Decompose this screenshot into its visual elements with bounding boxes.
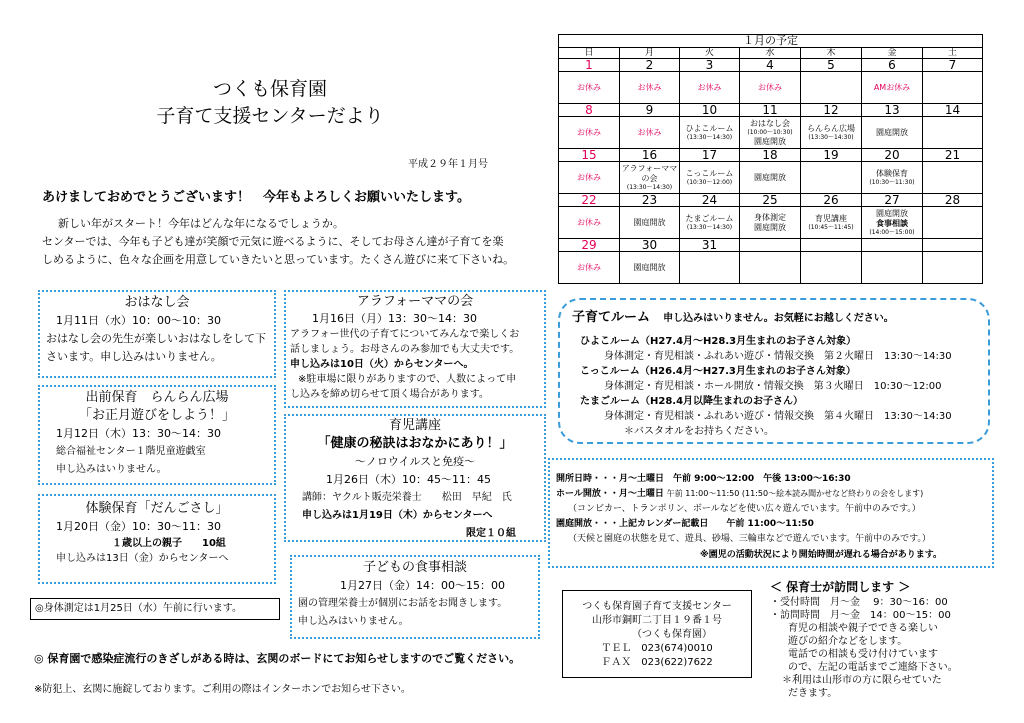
calendar-date [862, 239, 923, 252]
calendar-event: (13:30〜14:30) [626, 183, 673, 191]
calendar-date [801, 239, 862, 252]
calendar-date-row [559, 239, 983, 252]
ohanashi-title: おはなし会 [124, 295, 190, 310]
calendar-event-cell [740, 207, 801, 239]
kosodate-note: 申し込みはいりません。お気軽にお越しください。 [663, 313, 894, 324]
ohanashi-time: 1月11日（水）10：00〜10：30 [56, 314, 221, 327]
intro-line-1: 新しい年がスタート！今年はどんな年になるでしょうか。 [58, 217, 344, 230]
arafo-box [284, 290, 546, 408]
demae-title-1: 出前保育 らんらん広場 [85, 390, 229, 405]
demae-title-2: 「お正月遊びをしよう！」 [78, 408, 235, 423]
calendar-date: 28 [923, 194, 983, 207]
holiday-label: お休み [697, 82, 722, 92]
calendar-weekday: 水 [740, 48, 801, 59]
calendar-event: 園庭開放 [876, 208, 908, 218]
visit-hours: ・訪問時間 月〜金 14：00〜15：00 [770, 610, 951, 621]
calendar-event: アラフォーママ [621, 163, 678, 173]
title-line-1: つくも保育園 [212, 78, 327, 100]
tamago-detail: 身体測定・育児相談・ふれあい遊び・情報交換 第４火曜日 13:30〜14:30 [604, 411, 952, 422]
calendar-event: 食事相談 [876, 218, 908, 228]
infection-notice: ◎ 保育園で感染症流行のきざしがある時は、玄関のボードにてお知らせしますのでご覧ください。 [34, 652, 521, 665]
calendar-event: 身体測定 [754, 212, 786, 222]
calendar-event-cell [680, 207, 740, 239]
calendar-event-cell [862, 162, 923, 194]
hall-open [556, 487, 923, 501]
calendar-event-cell [620, 117, 680, 149]
calendar-date: 23 [620, 194, 680, 207]
calendar-event-cell [559, 252, 620, 284]
holiday-label: お休み [637, 82, 662, 92]
calendar-event-cell [923, 162, 983, 194]
arafo-apply: 申し込みは10日（火）からセンターへ。 [290, 359, 474, 370]
calendar-event: (13:30〜14:30) [808, 133, 854, 141]
calendar-event: (10:00〜10:30) [747, 128, 793, 136]
kokko-heading: こっこルーム（H26.4月〜H27.3月生まれのお子さん対象） [580, 366, 856, 377]
calendar-event-cell [680, 252, 740, 284]
calendar-table [558, 34, 983, 284]
ikuji-subtitle-2: 〜ノロウイルスと免疫〜 [354, 455, 476, 468]
calendar-date: 29 [559, 239, 620, 252]
arafo-time: 1月16日（月）13：30〜14：30 [312, 312, 477, 325]
calendar-event: 園庭開放 [876, 127, 908, 137]
holiday-label: お休み [637, 127, 662, 137]
visit-desc-2: 遊びの紹介などをします。 [788, 636, 908, 647]
hall-open-note: （コンビカー、トランポリン、ボールなどを使い広々遊んでいます。午前中のみです。） [568, 504, 921, 514]
ikuji-title: 育児講座 [388, 418, 441, 433]
calendar-date: 27 [862, 194, 923, 207]
calendar-weekday: 土 [923, 48, 983, 59]
calendar-event-row [559, 252, 983, 284]
calendar-event: (14:00〜15:00) [869, 228, 915, 236]
hiyoko-heading: ひよこルーム（H27.4月〜H28.3月生まれのお子さん対象） [580, 336, 857, 347]
ikuji-box [284, 414, 546, 542]
calendar-event-cell [680, 117, 740, 149]
visit-title: ＜ 保育士が訪問します ＞ [770, 580, 911, 594]
contact-name: つくも保育園子育て支援センター [582, 601, 732, 612]
demae-place: 総合福祉センター１階児童遊戯室 [56, 446, 206, 457]
hiyoko-detail: 身体測定・育児相談・ふれあい遊び・情報交換 第２火曜日 13:30〜14:30 [604, 351, 952, 362]
calendar-event: (13:30〜14:30) [686, 223, 733, 231]
calendar-event-cell [620, 207, 680, 239]
kosodate-room-box [558, 298, 990, 444]
calendar-event-cell [740, 117, 801, 149]
demae-apply: 申し込みはいりません。 [56, 464, 167, 475]
calendar-date: 2 [620, 59, 680, 72]
issue-date: 平成２９年１月号 [408, 159, 488, 170]
calendar-event: 園庭開放 [754, 136, 786, 146]
calendar-date-row [559, 194, 983, 207]
greeting: あけましておめでとうございます！ 今年もよろしくお願いいたします。 [42, 190, 470, 205]
ohanashi-box [38, 290, 276, 378]
opening-hours-text: 開所日時・・・月〜土曜日 午前 9:00〜12:00 午後 13:00〜16:30 [556, 474, 851, 484]
calendar-weekday: 火 [680, 48, 740, 59]
intro-line-2: センターでは、今年も子ども達が笑顔で元気に遊べるように、そしてお母さん達が子育てを楽 [42, 235, 504, 248]
calendar-date: 6 [862, 59, 923, 72]
calendar-event-cell [801, 162, 862, 194]
ohanashi-desc-1: おはなし会の先生が楽しいおはなしをして下 [46, 332, 266, 345]
calendar-event: 園庭開放 [633, 217, 666, 227]
calendar-date: 30 [620, 239, 680, 252]
calendar-weekday: 木 [801, 48, 862, 59]
hall-open-time: 午前 11:00〜11:50 (11:50〜絵本読み聞かせなど終わりの会をします) [666, 489, 924, 498]
calendar-weekday: 金 [862, 48, 923, 59]
calendar-date-row [559, 149, 983, 162]
ikuji-time: 1月26日（木）10：45〜11：45 [326, 473, 491, 486]
holiday-label: お休み [577, 262, 601, 272]
calendar-event-cell [559, 72, 620, 104]
contact-box [562, 590, 752, 678]
visit-desc-1: 育児の相談や親子でできる楽しい [788, 623, 938, 634]
holiday-label: お休み [577, 127, 601, 137]
calendar-date [740, 239, 801, 252]
shokuji-title: 子どもの食事相談 [362, 560, 467, 575]
calendar-event: たまごルーム [685, 213, 734, 223]
calendar-event: 体験保育 [876, 168, 908, 178]
visit-desc-3: 電話での相談も受け付けています [788, 649, 938, 660]
calendar-event-cell [862, 117, 923, 149]
calendar-date: 17 [680, 149, 740, 162]
calendar-event: 園庭開放 [754, 222, 786, 232]
arafo-title: アラフォーママの会 [356, 294, 474, 309]
demae-time: 1月12日（木）13：30〜14：30 [56, 427, 221, 440]
calendar-date: 18 [740, 149, 801, 162]
taiken-time: 1月20日（金）10：30〜11：30 [56, 520, 221, 533]
calendar-event-row [559, 207, 983, 239]
calendar-date: 21 [923, 149, 983, 162]
shokuji-box [290, 555, 540, 639]
arafo-note-2: し込みを締め切らせて頂く場合があります。 [290, 389, 489, 400]
visit-reception-hours: ・受付時間 月〜金 9：30〜16：00 [770, 597, 948, 608]
garden-open: 園庭開放・・・上記カレンダー記載日 午前 11:00〜11:50 [556, 519, 814, 529]
calendar-date [923, 239, 983, 252]
hall-open-label: ホール開放・・月〜土曜日 [556, 489, 664, 499]
calendar-event: ひよこルーム [685, 123, 734, 133]
calendar-date: 13 [862, 104, 923, 117]
calendar-event-cell [740, 252, 801, 284]
calendar-event-row [559, 72, 983, 104]
calendar-date: 31 [680, 239, 740, 252]
calendar-date: 12 [801, 104, 862, 117]
calendar-event-cell [923, 117, 983, 149]
calendar-date: 15 [559, 149, 620, 162]
calendar-event-cell [559, 207, 620, 239]
contact-subname: （つくも保育園） [632, 629, 712, 640]
calendar-date: 3 [680, 59, 740, 72]
visit-note-2: だきます。 [788, 688, 838, 699]
calendar-event-cell [801, 252, 862, 284]
calendar-event-cell [923, 72, 983, 104]
calendar-event: 園庭開放 [754, 172, 786, 182]
holiday-label: お休み [577, 172, 601, 182]
calendar-weekday: 月 [620, 48, 680, 59]
calendar-date: 25 [740, 194, 801, 207]
shokuji-time: 1月27日（金）14：00〜15：00 [340, 579, 505, 592]
calendar-event: 育児講座 [815, 213, 847, 223]
shokuji-apply: 申し込みはいりません。 [298, 616, 409, 627]
shintai-note: ◎身体測定は1月25日（水）午前に行います。 [30, 598, 280, 620]
calendar-event-cell [923, 252, 983, 284]
ohanashi-desc-2: さいます。申し込みはいりません。 [46, 350, 222, 363]
tamago-heading: たまごルーム（H28.4月以降生まれのお子さん） [580, 396, 804, 407]
calendar-weekday-row [559, 48, 983, 59]
taiken-apply: 申し込みは13日（金）からセンターへ [56, 553, 229, 564]
calendar-date: 10 [680, 104, 740, 117]
calendar-event-cell [801, 117, 862, 149]
security-notice: ※防犯上、玄関に施錠しております。ご利用の際はインターホンでお知らせ下さい。 [34, 684, 411, 695]
calendar-event-cell [862, 207, 923, 239]
ikuji-apply: 申し込みは1月19日（木）からセンターへ [302, 510, 493, 521]
calendar-event: こっこルーム [685, 168, 734, 178]
calendar-date: 14 [923, 104, 983, 117]
calendar-date: 22 [559, 194, 620, 207]
calendar-date: 16 [620, 149, 680, 162]
garden-open-note: （天候と園庭の状態を見て、遊具、砂場、三輪車などで遊んでいます。午前中のみです。） [568, 534, 931, 544]
calendar-date: 7 [923, 59, 983, 72]
calendar-event: の会 [641, 173, 658, 183]
arafo-desc-1: アラフォー世代の子育てについてみんなで楽しくお [290, 329, 520, 340]
calendar-event-cell [680, 72, 740, 104]
calendar-month-title: １月の予定 [559, 35, 983, 48]
calendar-event: (13:30〜14:30) [686, 133, 733, 141]
calendar-weekday: 日 [559, 48, 620, 59]
calendar-date: 20 [862, 149, 923, 162]
calendar-event: らんらん広場 [807, 123, 855, 133]
holiday-label: お休み [577, 82, 601, 92]
calendar-date: 4 [740, 59, 801, 72]
calendar-event-cell [620, 252, 680, 284]
ikuji-lecturer: 講師：ヤクルト販売栄養士 松田 早紀 氏 [302, 492, 512, 503]
calendar-date: 24 [680, 194, 740, 207]
calendar-event-cell [801, 207, 862, 239]
opening-hours-box [548, 458, 994, 568]
calendar-event-row [559, 117, 983, 149]
arafo-desc-2: 話しましょう。お母さんのみ参加でも大丈夫です。 [290, 344, 520, 355]
newsletter-title [150, 76, 390, 130]
taiken-box [38, 494, 276, 584]
calendar-event-cell [620, 72, 680, 104]
calendar-event: おはなし会 [750, 118, 790, 128]
calendar-month-row [559, 35, 983, 48]
calendar-date-row [559, 104, 983, 117]
calendar-event-cell [862, 252, 923, 284]
delay-note: ※園児の活動状況により開始時間が遅れる場合があります。 [700, 550, 943, 560]
ikuji-limit: 限定１０組 [466, 528, 516, 539]
visit-info [770, 596, 958, 700]
calendar-event-cell [740, 162, 801, 194]
holiday-label: お休み [758, 82, 782, 92]
calendar-event-row [559, 162, 983, 194]
visit-desc-4: ので、左記の電話までご連絡下さい。 [788, 662, 958, 673]
calendar-event-cell [680, 162, 740, 194]
calendar-event-cell [801, 72, 862, 104]
kokko-detail: 身体測定・育児相談・ホール開放・情報交換 第３火曜日 10:30〜12:00 [604, 381, 942, 392]
title-line-2: 子育て支援センターだより [156, 105, 384, 127]
calendar-date: 19 [801, 149, 862, 162]
intro-line-3: しめるように、色々な企画を用意していきたいと思っています。たくさん遊びに来て下さいね。 [42, 253, 515, 266]
calendar-event-cell [740, 72, 801, 104]
holiday-label: お休み [577, 217, 601, 227]
calendar-event: (10:30〜12:00) [686, 178, 733, 186]
calendar-date: 8 [559, 104, 620, 117]
visit-note-1: ＊利用は山形市の方に限らせていた [782, 675, 942, 686]
calendar-event: 園庭開放 [633, 262, 666, 272]
arafo-note-1: ※駐車場に限りがありますので、人数によって申 [298, 374, 517, 385]
calendar-event-cell [862, 72, 923, 104]
contact-address: 山形市銅町二丁目１９番１号 [592, 615, 722, 626]
calendar-date: 11 [740, 104, 801, 117]
calendar-date: 9 [620, 104, 680, 117]
calendar-event-cell [559, 162, 620, 194]
contact-fax: ＦＡＸ 023(622)7622 [601, 657, 713, 668]
ikuji-subtitle-1: 「健康の秘訣はおなかにあり！」 [317, 436, 513, 451]
calendar-event: (10:30〜11:30) [869, 178, 915, 186]
calendar-date-row [559, 59, 983, 72]
calendar-event: (10:45〜11:45) [808, 223, 854, 231]
taiken-target: １歳以上の親子 10組 [112, 538, 226, 549]
calendar-event-cell [559, 117, 620, 149]
contact-tel[interactable]: ＴＥＬ 023(674)0010 [601, 643, 713, 654]
taiken-title: 体験保育「だんごさし」 [85, 501, 229, 516]
shokuji-desc: 園の管理栄養士が個別にお話をお聞きします。 [298, 598, 508, 609]
calendar-event-cell [620, 162, 680, 194]
calendar-date: 26 [801, 194, 862, 207]
towel-note: ＊バスタオルをお持ちください。 [624, 426, 774, 437]
calendar-event-cell [923, 207, 983, 239]
calendar-date: 1 [559, 59, 620, 72]
opening-hours [556, 472, 851, 486]
calendar-date: 5 [801, 59, 862, 72]
holiday-label: AMお休み [873, 82, 911, 92]
demae-box [38, 385, 276, 485]
kosodate-title: 子育てルーム [572, 310, 651, 325]
